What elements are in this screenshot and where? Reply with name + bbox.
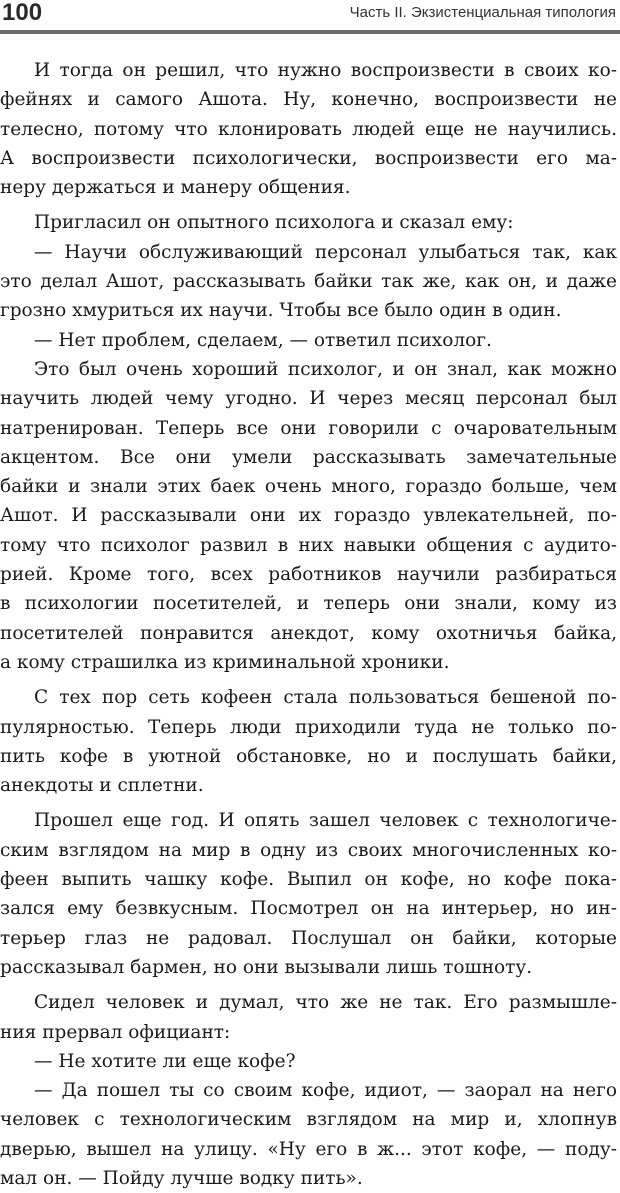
text-line: в психологии посетителей, и теперь они знали, кому из [0, 593, 617, 615]
text-line: это делал Ашот, рассказывать байки так же, как он, и даже [0, 271, 617, 293]
text-line: — Научи обслуживающий персонал улыбаться так, как [34, 241, 617, 263]
text-line: И тогда он решил, что нужно воспроизвести в своих ко- [34, 60, 617, 81]
text-line: тому что психолог развил в них навыки общения с аудито- [0, 534, 617, 556]
text-line: а кому страшилка из криминальной хроники. [0, 651, 450, 673]
text-line: С тех пор сеть кофеен стала пользоваться бешеной по- [34, 687, 617, 709]
text-line: байки и знали этих баек очень много, гораздо больше, чем [0, 476, 617, 498]
header-rule [0, 30, 620, 34]
running-title: Часть II. Экзистенциальная типология [349, 4, 616, 21]
text-line: — Не хотите ли еще кофе? [34, 1050, 296, 1072]
text-line: рассказывал бармен, но они вызывали лишь тошноту. [0, 956, 533, 978]
page-header [0, 0, 620, 36]
text-line: рией. Кроме того, всех работников научили разбираться [0, 564, 617, 586]
text-line: Сидел человек и думал, что же не так. Его размышле- [34, 992, 617, 1014]
text-line: ским взглядом на мир в одну из своих многочисленных ко- [0, 839, 617, 861]
text-line: — Нет проблем, сделаем, — ответил психолог. [34, 329, 492, 351]
text-line: телесно, потому что клонировать людей еще не научились. [0, 118, 617, 140]
text-line: посетителей понравится анекдот, кому охотничья байка, [0, 622, 617, 644]
text-line: грозно хмуриться их научи. Чтобы все было один в один. [0, 300, 562, 322]
body-text [0, 56, 620, 1193]
text-line: феен выпить чашку кофе. Выпил он кофе, но кофе пока- [0, 869, 617, 891]
text-line: неру держаться и манеру общения. [0, 177, 351, 199]
text-line: зался ему безвкусным. Посмотрел он на интерьер, но ин- [0, 898, 617, 920]
text-line: Пригласил он опытного психолога и сказал ему: [34, 212, 514, 234]
text-line: фейнях и самого Ашота. Ну, конечно, воспроизвести не [0, 89, 617, 111]
text-line: терьер глаз не радовал. Послушал он байки, которые [0, 927, 617, 949]
text-line: пить кофе в уютной обстановке, но и послушать байки, [0, 745, 617, 767]
text-line: анекдоты и сплетни. [0, 775, 204, 797]
page-number: 100 [2, 0, 43, 26]
text-line: научить людей чему угодно. И через месяц персонал был [0, 388, 617, 410]
text-line: — Да пошел ты со своим кофе, идиот, — заорал на него [34, 1080, 617, 1102]
text-line: пулярностью. Теперь люди приходили туда не только по- [0, 716, 617, 738]
text-line: мал он. — Пойду лучше водку пить». [0, 1167, 363, 1189]
text-line: дверью, вышел на улицу. «Ну его в ж... этот кофе, — поду- [0, 1138, 617, 1160]
text-line: Это был очень хороший психолог, и он знал, как можно [34, 358, 617, 380]
text-line: ния прервал официант: [0, 1021, 231, 1043]
text-line: Прошел еще год. И опять зашел человек с технологиче- [34, 810, 617, 832]
text-line: человек с технологическим взглядом на мир и, хлопнув [0, 1109, 617, 1131]
text-line: А воспроизвести психологически, воспроизвести его ма- [0, 147, 617, 169]
text-line: Ашот. И рассказывали они их гораздо увлекательней, по- [0, 505, 617, 527]
text-line: натренирован. Теперь все они говорили с очаровательным [0, 417, 617, 439]
text-line: акцентом. Все они умели рассказывать замечательные [0, 446, 617, 468]
